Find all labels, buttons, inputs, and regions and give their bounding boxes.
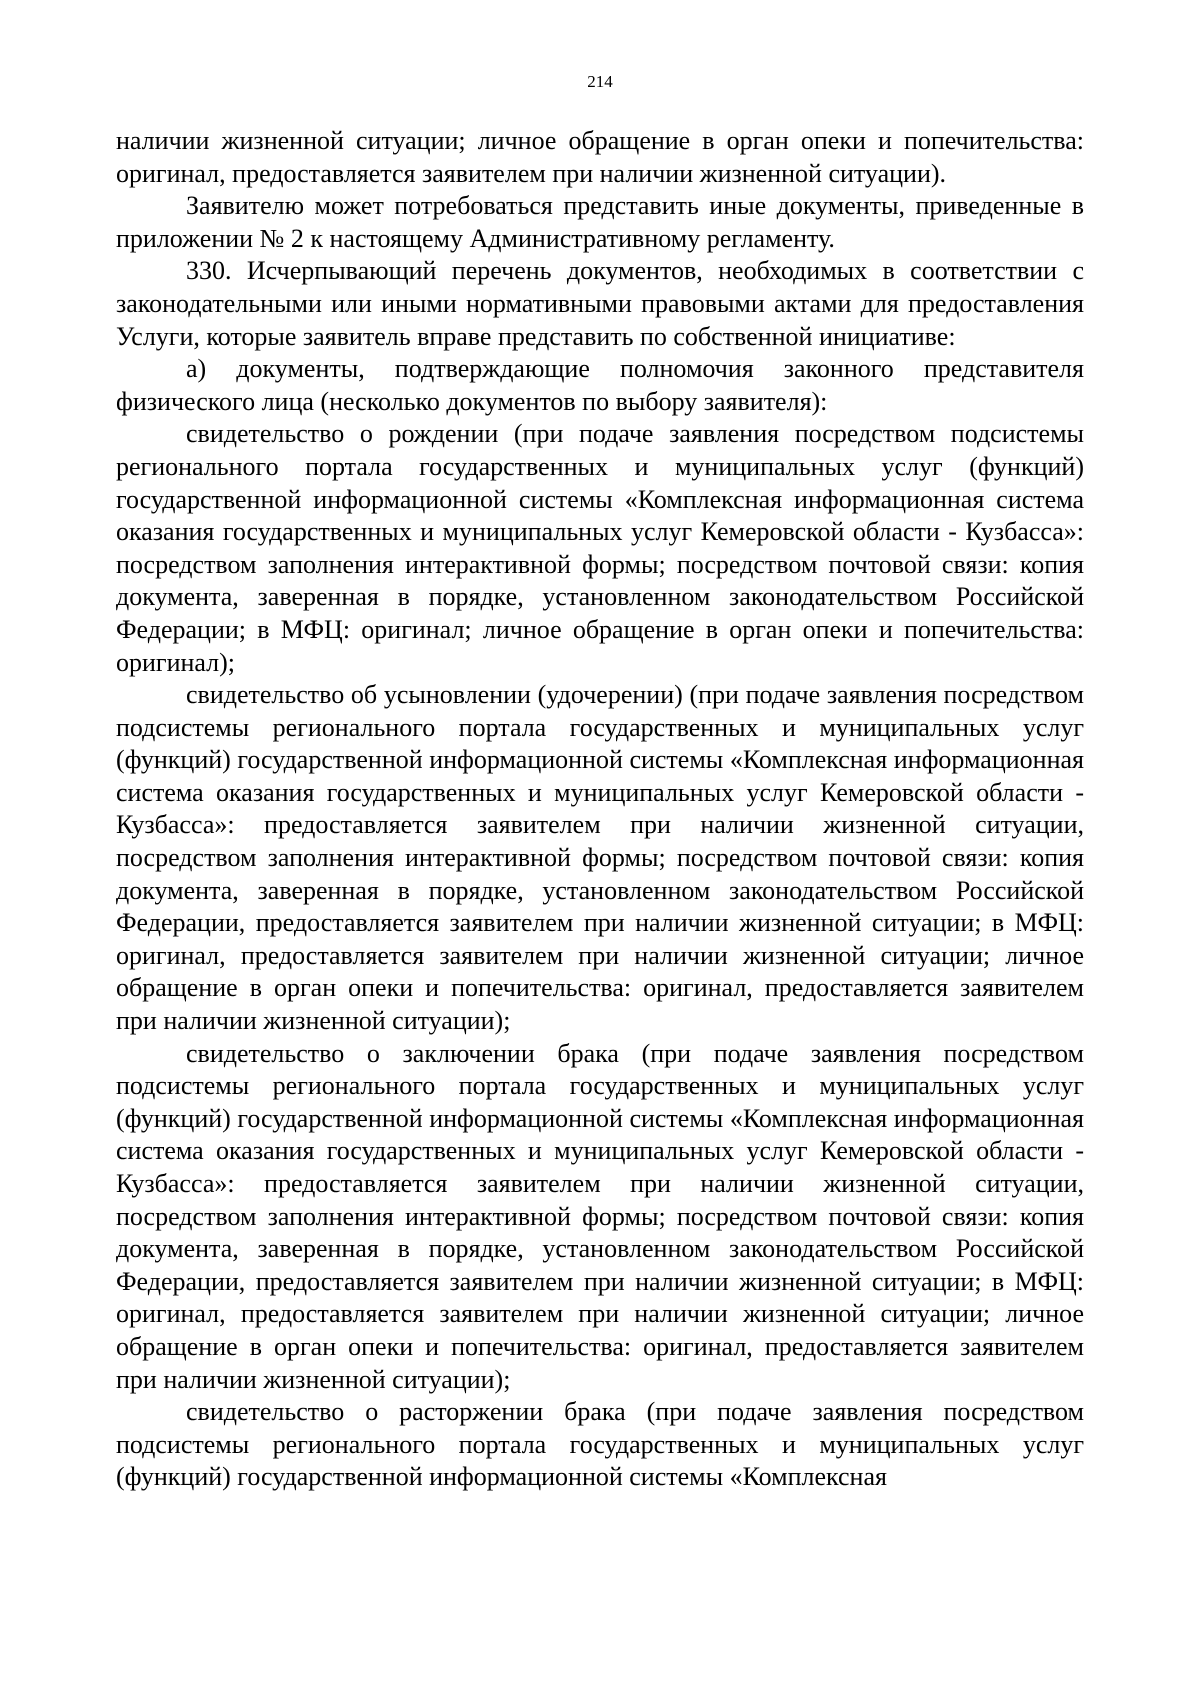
paragraph-birth-certificate: свидетельство о рождении (при подаче заявления посредством подсистемы регионального портала государственных и муниципальных услуг (функций) государственной информационной системы «Комплексная информационная система оказания государственных и муниципальных услуг Кемеровской области - Кузбасса»: посредством заполнения интерактивной формы; посредством почтовой связи: копия документа, заверенная в порядке, установленном законодательством Российской Федерации; в МФЦ: оригинал; личное обращение в орган опеки и попечительства: оригинал); — [116, 419, 1084, 677]
page-number: 214 — [587, 72, 613, 91]
document-body — [116, 125, 1084, 1494]
paragraph-additional-documents: Заявителю может потребоваться представить иные документы, приведенные в приложении № 2 к настоящему Административному регламенту. — [116, 191, 1084, 253]
paragraph-marriage-certificate: свидетельство о заключении брака (при подаче заявления посредством подсистемы регионального портала государственных и муниципальных услуг (функций) государственной информационной системы «Комплексная информационная система оказания государственных и муниципальных услуг Кемеровской области - Кузбасса»: предоставляется заявителем при наличии жизненной ситуации, посредством заполнения интерактивной формы; посредством почтовой связи: копия документа, заверенная в порядке, установленном законодательством Российской Федерации, предоставляется заявителем при наличии жизненной ситуации; в МФЦ: оригинал, предоставляется заявителем при наличии жизненной ситуации; личное обращение в орган опеки и попечительства: оригинал, предоставляется заявителем при наличии жизненной ситуации); — [116, 1038, 1084, 1394]
paragraph-item-a: а) документы, подтверждающие полномочия законного представителя физического лица (несколько документов по выбору заявителя): — [116, 354, 1084, 416]
paragraph-continuation: наличии жизненной ситуации; личное обращение в орган опеки и попечительства: оригинал, предоставляется заявителем при наличии жизненной ситуации). — [116, 126, 1084, 188]
paragraph-adoption-certificate: свидетельство об усыновлении (удочерении) (при подаче заявления посредством подсистемы регионального портала государственных и муниципальных услуг (функций) государственной информационной системы «Комплексная информационная система оказания государственных и муниципальных услуг Кемеровской области - Кузбасса»: предоставляется заявителем при наличии жизненной ситуации, посредством заполнения интерактивной формы; посредством почтовой связи: копия документа, заверенная в порядке, установленном законодательством Российской Федерации, предоставляется заявителем при наличии жизненной ситуации; в МФЦ: оригинал, предоставляется заявителем при наличии жизненной ситуации; личное обращение в орган опеки и попечительства: оригинал, предоставляется заявителем при наличии жизненной ситуации); — [116, 680, 1084, 1036]
paragraph-330: 330. Исчерпывающий перечень документов, необходимых в соответствии с законодательными или иными нормативными правовыми актами для предоставления Услуги, которые заявитель вправе представить по собственной инициативе: — [116, 256, 1084, 351]
paragraph-divorce-certificate: свидетельство о расторжении брака (при подаче заявления посредством подсистемы регионального портала государственных и муниципальных услуг (функций) государственной информационной системы «Комплексная — [116, 1397, 1084, 1492]
